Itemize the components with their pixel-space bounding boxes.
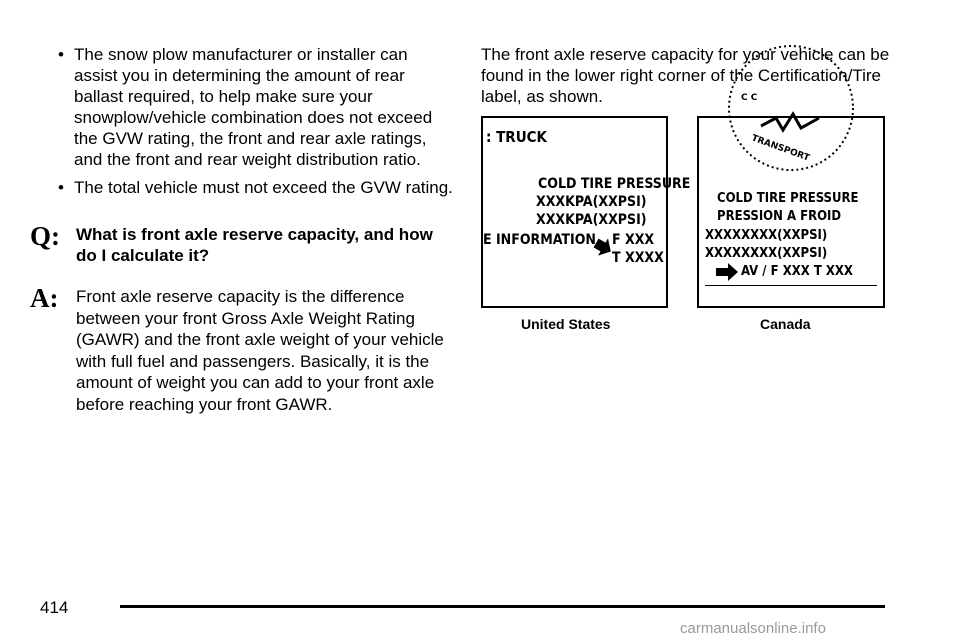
bullet-item-ballast	[50, 44, 455, 170]
seal-text: TRANSPORT	[749, 133, 811, 164]
us-label-truck: : TRUCK	[486, 128, 548, 146]
answer-text: Front axle reserve capacity is the difference between your front Gross Axle Weight Rating (GAWR) and the front axle weight of your vehicle with full fuel and passengers. Basically, it is the amount of weight you can add to your front axle before reaching your front GAWR.	[76, 287, 444, 414]
footer-rule	[120, 605, 885, 608]
answer-block	[30, 283, 455, 415]
transport-seal-icon	[721, 78, 861, 178]
watermark: carmanualsonline.info	[680, 620, 826, 637]
us-label-rear-pressure: XXXKPA(XXPSI)	[536, 212, 647, 228]
ca-arrow-icon	[715, 262, 739, 282]
left-column	[30, 44, 455, 415]
us-label-cold-tire-pressure: COLD TIRE PRESSURE	[538, 176, 691, 192]
canada-tire-label-illustration	[697, 93, 885, 308]
answer-mark: A:	[30, 283, 59, 313]
ca-label-axle-values: AV / F XXX T XXX	[741, 264, 853, 279]
page-number: 414	[40, 598, 69, 617]
bullet-text: The snow plow manufacturer or installer can assist you in determining the amount of rear ballast required, to help make sure your snowplow/vehicle combination does not exceed the GVW rating, the front and rear axle ratings, and the front and rear weight distribution ratio.	[74, 45, 433, 169]
question-block	[30, 221, 455, 266]
bullet-text: The total vehicle must not exceed the GVW rating.	[74, 178, 453, 197]
ca-label-front-pressure: XXXXXXXX(XXPSI)	[705, 228, 828, 243]
ca-label-rule	[705, 285, 877, 286]
ca-label-cold-tire-pressure: COLD TIRE PRESSURE	[717, 191, 859, 206]
us-arrow-icon	[593, 236, 613, 258]
us-label-total: T XXXX	[612, 250, 664, 266]
bullet-item-gvw	[50, 177, 455, 198]
right-paragraph: The front axle reserve capacity for your vehicle can be found in the lower right corner of the Certification/Tire label, as shown.	[481, 45, 890, 106]
us-label-information: E INFORMATION	[483, 232, 596, 248]
question-mark: Q:	[30, 221, 60, 251]
us-tire-label-illustration	[481, 116, 691, 308]
canada-caption: Canada	[760, 316, 811, 332]
us-label-front-axle: F XXX	[612, 232, 655, 248]
us-label-front-pressure: XXXKPA(XXPSI)	[536, 194, 647, 210]
ca-label-pression-a-froid: PRESSION A FROID	[717, 209, 842, 224]
seal-letters: C C	[741, 93, 758, 103]
bullet-dot: •	[58, 45, 64, 64]
ca-label-rear-pressure: XXXXXXXX(XXPSI)	[705, 246, 828, 261]
us-caption: United States	[521, 316, 611, 332]
bullet-dot: •	[58, 178, 64, 197]
question-text: What is front axle reserve capacity, and how do I calculate it?	[76, 225, 433, 265]
